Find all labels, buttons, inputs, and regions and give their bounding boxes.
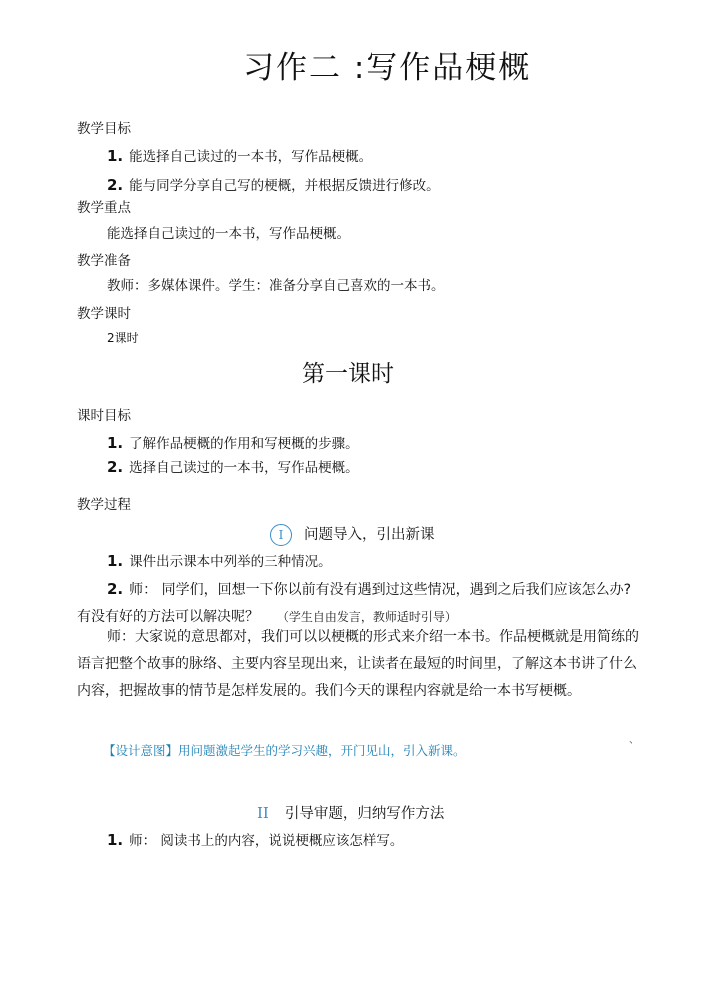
step-number: 2. <box>107 580 124 598</box>
step-note: （学生自由发言，教师适时引导） <box>276 610 457 624</box>
step-item <box>107 550 332 570</box>
goal-item <box>107 174 440 194</box>
goal-text: 能选择自己读过的一本书，写作品梗概。 <box>129 149 373 165</box>
lesson-goal-number: 2. <box>107 458 124 476</box>
process-heading: 教学过程 <box>77 497 131 513</box>
step-paragraph <box>77 576 643 631</box>
step-text: 师： 阅读书上的内容，说说梗概应该怎样写。 <box>129 833 404 849</box>
goal-text: 能与同学分享自己写的梗概，并根据反馈进行修改。 <box>129 178 440 194</box>
teacher-paragraph <box>77 624 643 705</box>
section-heading <box>257 802 444 823</box>
lesson-goal-item <box>107 432 359 452</box>
lesson-title: 第一课时 <box>302 361 394 387</box>
section-title: 问题导入，引出新课 <box>304 527 435 543</box>
step-item <box>107 829 403 849</box>
document-title: 习作二 :写作品梗概 <box>243 50 532 86</box>
goal-number: 1. <box>107 147 124 165</box>
lesson-goal-text: 选择自己读过的一本书，写作品梗概。 <box>129 460 359 476</box>
section-marker: II <box>257 804 269 822</box>
lesson-goal-item <box>107 456 359 476</box>
key-heading: 教学重点 <box>77 200 131 216</box>
step-text: 课件出示课本中列举的三种情况。 <box>129 554 332 570</box>
lesson-goal-number: 1. <box>107 434 124 452</box>
lesson-goal-text: 了解作品梗概的作用和写梗概的步骤。 <box>129 436 359 452</box>
step-number: 1. <box>107 552 124 570</box>
key-text: 能选择自己读过的一本书，写作品梗概。 <box>107 226 350 242</box>
goal-item <box>107 145 372 165</box>
hours-text: 2课时 <box>107 331 139 345</box>
hours-heading: 教学课时 <box>77 306 131 322</box>
section-heading <box>270 523 435 546</box>
prep-heading: 教学准备 <box>77 253 131 269</box>
goal-number: 2. <box>107 176 124 194</box>
section-title: 引导审题，归纳写作方法 <box>284 806 445 822</box>
stray-mark: 、 <box>629 735 639 746</box>
section-marker-circle: I <box>270 524 292 546</box>
design-intent: 【设计意图】用问题激起学生的学习兴趣，开门见山，引入新课。 <box>103 743 466 758</box>
teacher-text: 师：大家说的意思都对，我们可以以梗概的形式来介绍一本书。作品梗概就是用简练的语言把整个故事的脉络、主要内容呈现出来，让读者在最短的时间里，了解这本书讲了什么内容，把握故事的情节是怎样发展的。我们今天的课程内容就是给一本书写梗概。 <box>77 629 639 699</box>
step-number: 1. <box>107 831 124 849</box>
goals-heading: 教学目标 <box>77 121 131 137</box>
lesson-goals-heading: 课时目标 <box>77 408 131 424</box>
step-text: 师： 同学们，回想一下你以前有没有遇到过这些情况，遇到之后我们应该怎么办?有没有好的方法可以解决呢？ <box>77 582 632 625</box>
prep-text: 教师：多媒体课件。学生：准备分享自己喜欢的一本书。 <box>107 278 445 294</box>
